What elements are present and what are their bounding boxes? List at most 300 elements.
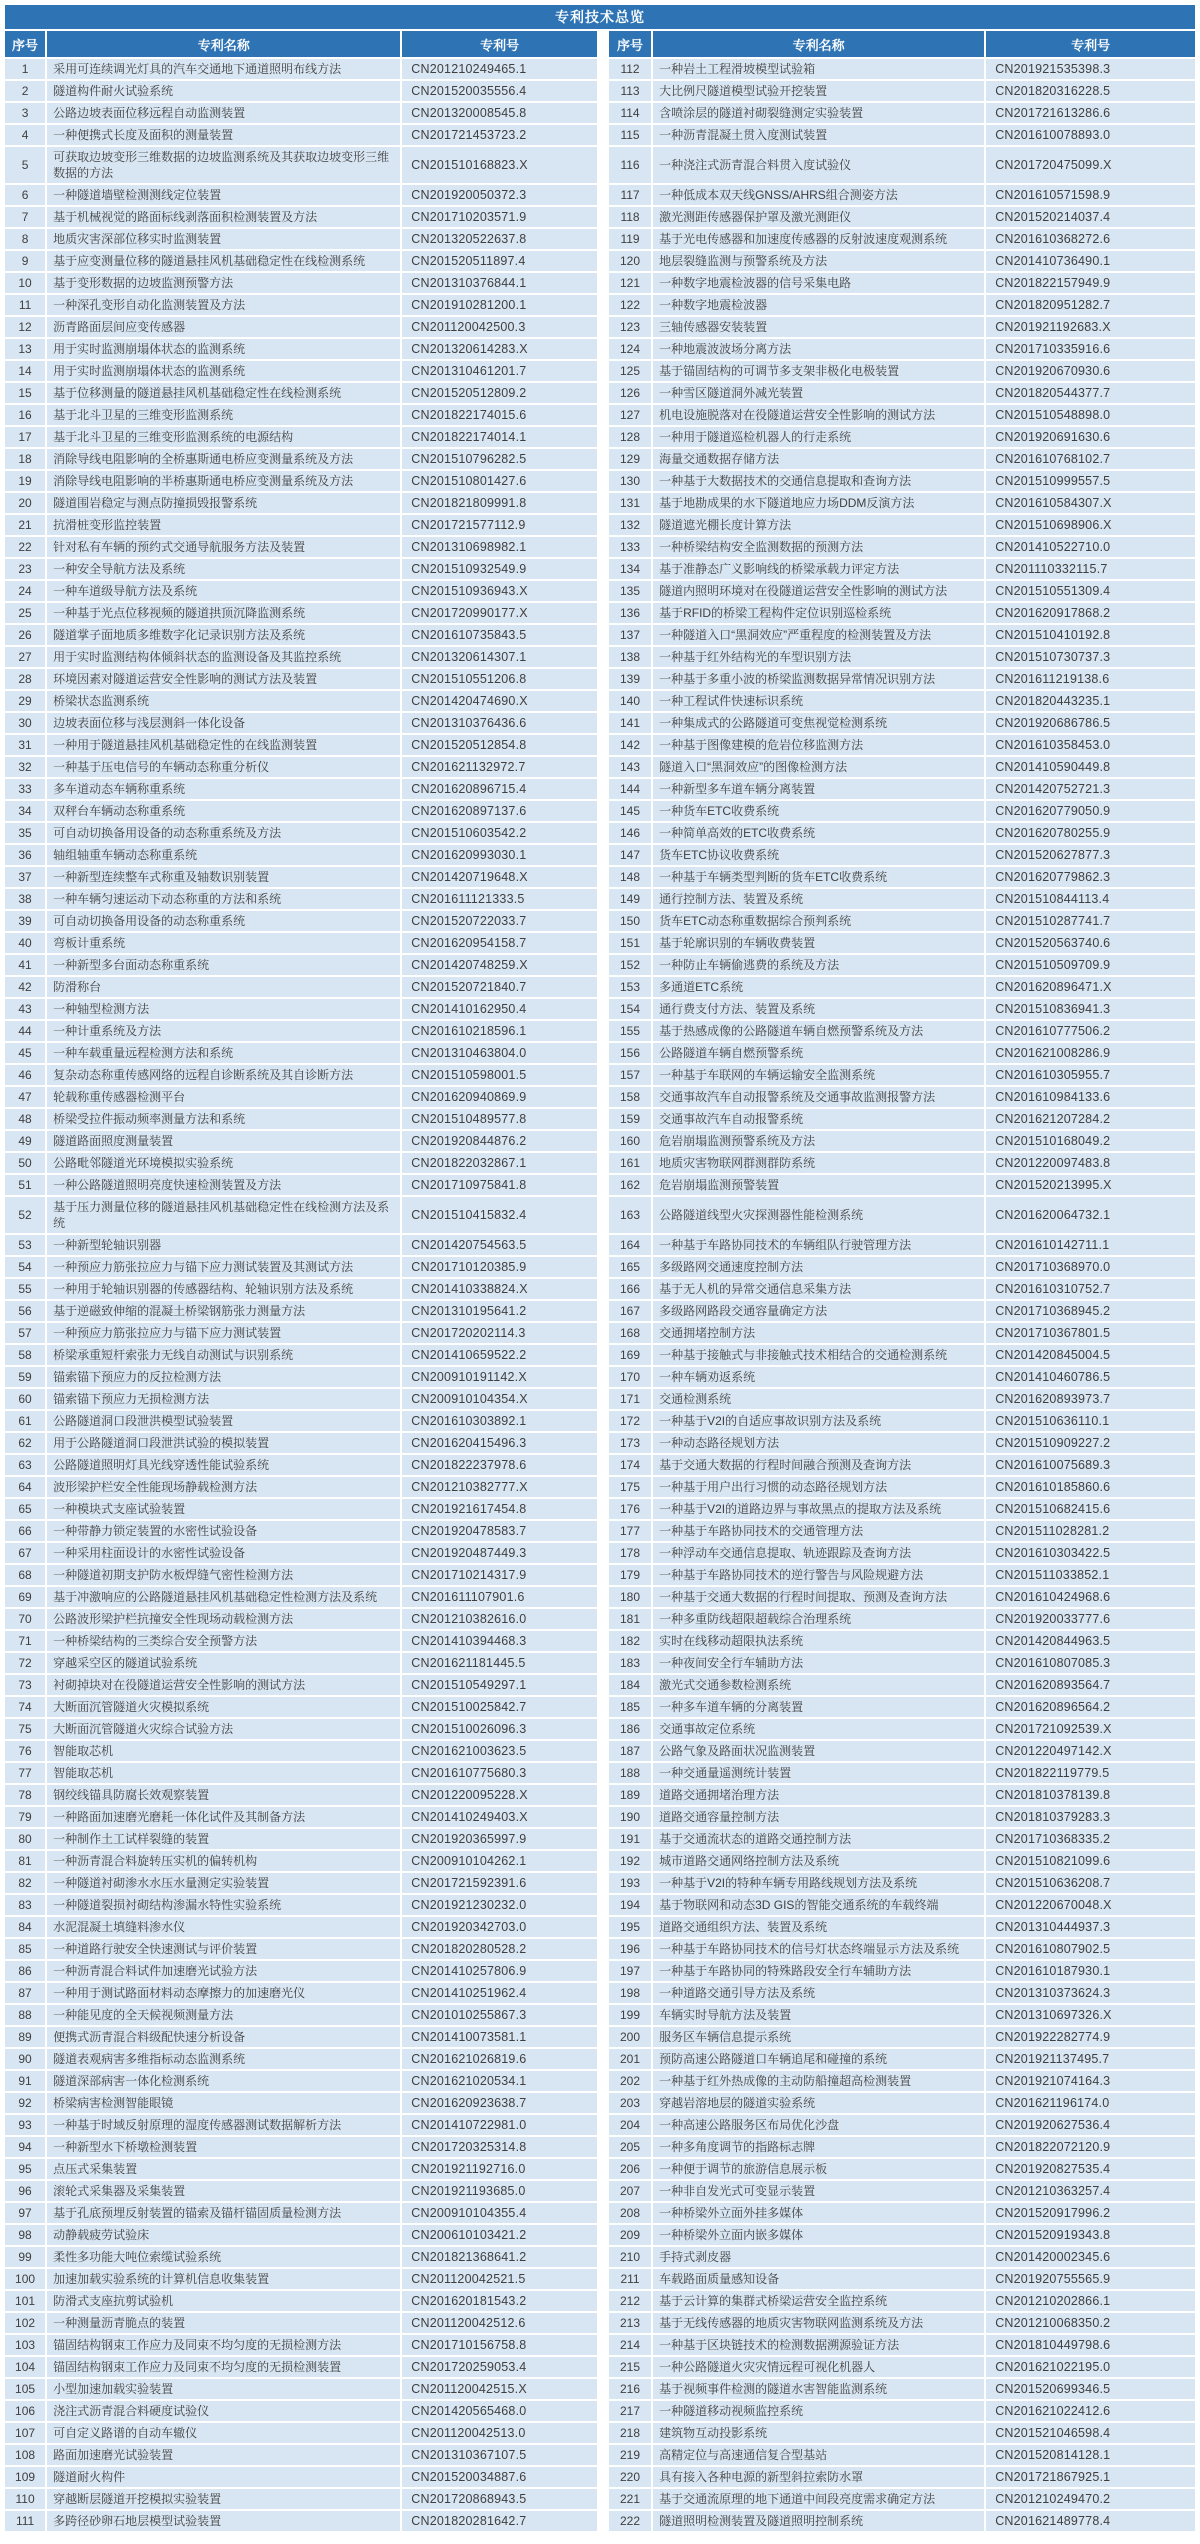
patent-number: CN201310367107.5: [402, 2445, 597, 2465]
patent-number: CN201721577112.9: [402, 515, 597, 535]
patent-number: CN201710975841.8: [402, 1175, 597, 1195]
patent-index: 36: [5, 845, 45, 865]
table-row: [5, 691, 1195, 711]
column-group-gap: [599, 1345, 607, 1365]
patent-name: 基于交通大数据的行程时间融合预测及查询方法: [653, 1455, 984, 1475]
patent-number: CN201220670048.X: [986, 1895, 1195, 1915]
table-row: [5, 625, 1195, 645]
patent-name: 一种基于车路协同技术的信号灯状态终端显示方法及系统: [653, 1939, 984, 1959]
patent-number: CN201210382616.0: [402, 1609, 597, 1629]
patent-number: CN201720325314.8: [402, 2137, 597, 2157]
column-group-gap: [599, 1131, 607, 1151]
patent-name: 双秤台车辆动态称重系统: [47, 801, 400, 821]
table-row: [5, 713, 1195, 733]
column-group-gap: [599, 1763, 607, 1783]
table-row: [5, 405, 1195, 425]
table-row: [5, 1257, 1195, 1277]
patent-name: 锚固结构钢束工作应力及同束不均匀度的无损检测方法: [47, 2335, 400, 2355]
patent-number: CN201720475099.X: [986, 147, 1195, 183]
patent-name: 一种基于大数据技术的交通信息提取和查询方法: [653, 471, 984, 491]
patent-name: 一种基于交通大数据的行程时间提取、预测及查询方法: [653, 1587, 984, 1607]
patent-name: 一种桥梁外立面内嵌多媒体: [653, 2225, 984, 2245]
patent-name: 公路毗邻隧道光环境模拟实验系统: [47, 1153, 400, 1173]
patent-name: 桥梁承重短杆索张力无线自动测试与识别系统: [47, 1345, 400, 1365]
table-row: [5, 867, 1195, 887]
patent-number: CN201210202866.1: [986, 2291, 1195, 2311]
patent-number: CN201720990177.X: [402, 603, 597, 623]
patent-index: 216: [609, 2379, 651, 2399]
patent-name: 一种基于图像建模的危岩位移监测方法: [653, 735, 984, 755]
patent-number: CN201921230232.0: [402, 1895, 597, 1915]
patent-index: 211: [609, 2269, 651, 2289]
patent-number: CN201710120385.9: [402, 1257, 597, 1277]
column-group-gap: [599, 383, 607, 403]
patent-number: CN201510821099.6: [986, 1851, 1195, 1871]
patent-index: 150: [609, 911, 651, 931]
table-row: [5, 977, 1195, 997]
patent-index: 147: [609, 845, 651, 865]
patent-index: 141: [609, 713, 651, 733]
table-row: [5, 1477, 1195, 1497]
patent-number: CN201510844113.4: [986, 889, 1195, 909]
patent-index: 96: [5, 2181, 45, 2201]
patent-index: 56: [5, 1301, 45, 1321]
patent-index: 181: [609, 1609, 651, 1629]
patent-index: 80: [5, 1829, 45, 1849]
patent-index: 148: [609, 867, 651, 887]
table-row: [5, 1587, 1195, 1607]
patent-name: 用于实时监测崩塌体状态的监测系统: [47, 361, 400, 381]
patent-name: 地质灾害物联网群测群防系统: [653, 1153, 984, 1173]
patent-number: CN201420474690.X: [402, 691, 597, 711]
patent-index: 165: [609, 1257, 651, 1277]
table-row: [5, 955, 1195, 975]
patent-number: CN201610807085.3: [986, 1653, 1195, 1673]
column-group-gap: [599, 1021, 607, 1041]
patent-number: CN201520213995.X: [986, 1175, 1195, 1195]
patent-name: 采用可连续调光灯具的汽车交通地下通道照明布线方法: [47, 59, 400, 79]
column-group-gap: [599, 1653, 607, 1673]
patent-number: CN201621020534.1: [402, 2071, 597, 2091]
table-row: [5, 81, 1195, 101]
patent-number: CN201510730737.3: [986, 647, 1195, 667]
patent-name: 小型加速加载实验装置: [47, 2379, 400, 2399]
patent-number: CN201620893973.7: [986, 1389, 1195, 1409]
patent-number: CN201710156758.8: [402, 2335, 597, 2355]
column-group-gap: [599, 1543, 607, 1563]
patent-name: 一种路面加速磨光磨耗一体化试件及其制备方法: [47, 1807, 400, 1827]
column-group-gap: [599, 1851, 607, 1871]
patent-number: CN201810379283.3: [986, 1807, 1195, 1827]
column-group-gap: [599, 2445, 607, 2465]
table-row: [5, 779, 1195, 799]
table-row: [5, 1961, 1195, 1981]
patent-index: 128: [609, 427, 651, 447]
patent-name: 一种采用柱面设计的水密性试验设备: [47, 1543, 400, 1563]
patent-index: 1: [5, 59, 45, 79]
patent-number: CN201610735843.5: [402, 625, 597, 645]
patent-name: 一种基于红外热成像的主动防船撞超高检测装置: [653, 2071, 984, 2091]
patent-number: CN201520214037.4: [986, 207, 1195, 227]
patent-index: 144: [609, 779, 651, 799]
patent-number: CN201520919343.8: [986, 2225, 1195, 2245]
patent-number: CN201410251962.4: [402, 1983, 597, 2003]
column-group-gap: [599, 2401, 607, 2421]
column-group-gap: [599, 867, 607, 887]
patent-number: CN201120042512.6: [402, 2313, 597, 2333]
patent-name: 一种便于调节的旅游信息展示板: [653, 2159, 984, 2179]
table-row: [5, 1631, 1195, 1651]
patent-name: 浇注式沥青混合料硬度试验仪: [47, 2401, 400, 2421]
patent-name: 基于位移测量的隧道悬挂风机基础稳定性在线检测系统: [47, 383, 400, 403]
patent-name: 隧道表观病害多维指标动态监测系统: [47, 2049, 400, 2069]
table-row: [5, 801, 1195, 821]
patent-name: 道路交通容量控制方法: [653, 1807, 984, 1827]
patent-number: CN201921535398.3: [986, 59, 1195, 79]
table-row: [5, 2005, 1195, 2025]
patent-name: 钢绞线锚具防腐长效观察装置: [47, 1785, 400, 1805]
patent-number: CN201310461201.7: [402, 361, 597, 381]
patent-name: 一种基于车路协同技术的交通管理方法: [653, 1521, 984, 1541]
column-group-gap: [599, 2357, 607, 2377]
patent-number: CN201510796282.5: [402, 449, 597, 469]
patent-name: 水泥混凝土填缝料渗水仪: [47, 1917, 400, 1937]
patent-number: CN201721592391.6: [402, 1873, 597, 1893]
column-group-gap: [599, 823, 607, 843]
patent-name: 复杂动态称重传感网络的远程自诊断系统及其自诊断方法: [47, 1065, 400, 1085]
patent-number: CN201010255867.3: [402, 2005, 597, 2025]
patent-index: 81: [5, 1851, 45, 1871]
patent-number: CN201611219138.6: [986, 669, 1195, 689]
patent-index: 76: [5, 1741, 45, 1761]
patent-index: 209: [609, 2225, 651, 2245]
patent-index: 67: [5, 1543, 45, 1563]
patent-index: 30: [5, 713, 45, 733]
column-group-gap: [599, 361, 607, 381]
patent-number: CN201410460786.5: [986, 1367, 1195, 1387]
column-group-gap: [599, 1279, 607, 1299]
table-row: [5, 251, 1195, 271]
patent-index: 192: [609, 1851, 651, 1871]
patent-index: 3: [5, 103, 45, 123]
patent-index: 65: [5, 1499, 45, 1519]
patent-name: 柔性多功能大吨位索缆试验系统: [47, 2247, 400, 2267]
table-row: [5, 1411, 1195, 1431]
column-group-gap: [599, 559, 607, 579]
column-group-gap: [599, 1109, 607, 1129]
patent-name: 隧道构件耐火试验系统: [47, 81, 400, 101]
patent-index: 31: [5, 735, 45, 755]
table-row: [5, 1807, 1195, 1827]
patent-name: 一种用于隧道悬挂风机基础稳定性的在线监测装置: [47, 735, 400, 755]
patent-index: 126: [609, 383, 651, 403]
patent-number: CN201922282774.9: [986, 2027, 1195, 2047]
patent-table-body: [5, 59, 1195, 2531]
table-row: [5, 1917, 1195, 1937]
patent-index: 60: [5, 1389, 45, 1409]
table-row: [5, 1675, 1195, 1695]
patent-number: CN201920691630.6: [986, 427, 1195, 447]
column-group-gap: [599, 2489, 607, 2509]
column-group-gap: [599, 1631, 607, 1651]
patent-number: CN201820544377.7: [986, 383, 1195, 403]
patent-index: 120: [609, 251, 651, 271]
table-row: [5, 2467, 1195, 2487]
patent-index: 27: [5, 647, 45, 667]
col-header-number-left: 专利号: [402, 31, 597, 57]
patent-index: 95: [5, 2159, 45, 2179]
patent-number: CN201620896715.4: [402, 779, 597, 799]
patent-name: 锚固结构钢束工作应力及同束不均匀度的无损检测装置: [47, 2357, 400, 2377]
table-row: [5, 559, 1195, 579]
patent-name: 一种桥梁外立面外挂多媒体: [653, 2203, 984, 2223]
patent-name: 公路隧道线型火灾探测器性能检测系统: [653, 1197, 984, 1233]
column-group-gap: [599, 2467, 607, 2487]
patent-number: CN201710203571.9: [402, 207, 597, 227]
patent-index: 104: [5, 2357, 45, 2377]
table-row: [5, 1153, 1195, 1173]
patent-number: CN201920844876.2: [402, 1131, 597, 1151]
patent-index: 75: [5, 1719, 45, 1739]
patent-number: CN201820951282.7: [986, 295, 1195, 315]
patent-name: 公路波形梁护栏抗撞安全性现场动载检测方法: [47, 1609, 400, 1629]
patent-index: 100: [5, 2269, 45, 2289]
patent-number: CN201210068350.2: [986, 2313, 1195, 2333]
patent-index: 176: [609, 1499, 651, 1519]
table-row: [5, 1565, 1195, 1585]
patent-index: 77: [5, 1763, 45, 1783]
patent-name: 危岩崩塌监测预警装置: [653, 1175, 984, 1195]
patent-name: 基于物联网和动态3D GIS的智能交通系统的车载终端: [653, 1895, 984, 1915]
patent-index: 188: [609, 1763, 651, 1783]
patent-number: CN201510168823.X: [402, 147, 597, 183]
patent-index: 174: [609, 1455, 651, 1475]
patent-index: 151: [609, 933, 651, 953]
patent-number: CN201621026819.6: [402, 2049, 597, 2069]
col-header-name-right: 专利名称: [653, 31, 984, 57]
table-row: [5, 2269, 1195, 2289]
patent-index: 2: [5, 81, 45, 101]
column-group-gap: [599, 31, 607, 57]
table-row: [5, 2511, 1195, 2531]
patent-name: 一种沥青混合料试件加速磨光试验方法: [47, 1961, 400, 1981]
patent-name: 一种多角度调节的指路标志牌: [653, 2137, 984, 2157]
patent-number: CN201920487449.3: [402, 1543, 597, 1563]
patent-name: 穿越采空区的隧道试验系统: [47, 1653, 400, 1673]
patent-name: 货车ETC协议收费系统: [653, 845, 984, 865]
patent-name: 基于北斗卫星的三维变形监测系统的电源结构: [47, 427, 400, 447]
table-row: [5, 1939, 1195, 1959]
patent-number: CN201511028281.2: [986, 1521, 1195, 1541]
patent-number: CN201620896471.X: [986, 977, 1195, 997]
patent-name: 地质灾害深部位移实时监测装置: [47, 229, 400, 249]
patent-name: 一种公路隧道火灾灾情远程可视化机器人: [653, 2357, 984, 2377]
patent-name: 一种隧道衬砌渗水水压水量测定实验装置: [47, 1873, 400, 1893]
patent-index: 220: [609, 2467, 651, 2487]
column-group-gap: [599, 779, 607, 799]
table-row: [5, 59, 1195, 79]
patent-number: CN201510168049.2: [986, 1131, 1195, 1151]
patent-name: 一种道路交通引导方法及系统: [653, 1983, 984, 2003]
patent-index: 156: [609, 1043, 651, 1063]
patent-name: 一种基于光点位移视频的隧道拱顶沉降监测系统: [47, 603, 400, 623]
column-group-gap: [599, 1807, 607, 1827]
patent-name: 一种基于区块链技术的检测数据溯源验证方法: [653, 2335, 984, 2355]
patent-index: 207: [609, 2181, 651, 2201]
patent-name: 基于孔底预埋反射装置的锚索及锚杆锚固质量检测方法: [47, 2203, 400, 2223]
patent-name: 一种预应力筋张拉应力与锚下应力测试装置: [47, 1323, 400, 1343]
patent-number: CN201720259053.4: [402, 2357, 597, 2377]
patent-index: 20: [5, 493, 45, 513]
patent-name: 智能取芯机: [47, 1763, 400, 1783]
patent-number: CN201520722033.7: [402, 911, 597, 931]
patent-name: 激光测距传感器保护罩及激光测距仪: [653, 207, 984, 227]
patent-name: 基于变形数据的边坡监测预警方法: [47, 273, 400, 293]
patent-name: 手持式剥皮器: [653, 2247, 984, 2267]
patent-number: CN201210382777.X: [402, 1477, 597, 1497]
column-group-gap: [599, 2093, 607, 2113]
table-row: [5, 147, 1195, 183]
patent-name: 一种基于V2I的道路边界与事故黑点的提取方法及系统: [653, 1499, 984, 1519]
table-row: [5, 2027, 1195, 2047]
column-group-gap: [599, 2313, 607, 2333]
patent-index: 214: [609, 2335, 651, 2355]
patent-name: 一种货车ETC收费系统: [653, 801, 984, 821]
patent-index: 50: [5, 1153, 45, 1173]
patent-number: CN201510410192.8: [986, 625, 1195, 645]
patent-index: 14: [5, 361, 45, 381]
patent-number: CN201620940869.9: [402, 1087, 597, 1107]
patent-name: 防滑式支座抗剪试验机: [47, 2291, 400, 2311]
column-group-gap: [599, 147, 607, 183]
patent-name: 一种桥梁结构安全监测数据的预测方法: [653, 537, 984, 557]
patent-number: CN201420719648.X: [402, 867, 597, 887]
patent-index: 40: [5, 933, 45, 953]
patent-index: 122: [609, 295, 651, 315]
patent-name: 交通拥堵控制方法: [653, 1323, 984, 1343]
column-group-gap: [599, 2203, 607, 2223]
column-group-gap: [599, 317, 607, 337]
column-group-gap: [599, 757, 607, 777]
patent-number: CN201820281642.7: [402, 2511, 597, 2531]
patent-name: 一种制作土工试样裂缝的装置: [47, 1829, 400, 1849]
column-group-gap: [599, 1323, 607, 1343]
column-group-gap: [599, 2005, 607, 2025]
patent-index: 61: [5, 1411, 45, 1431]
patent-index: 217: [609, 2401, 651, 2421]
table-row: [5, 735, 1195, 755]
patent-number: CN201420754563.5: [402, 1235, 597, 1255]
patent-index: 182: [609, 1631, 651, 1651]
column-group-gap: [599, 933, 607, 953]
table-row: [5, 2049, 1195, 2069]
patent-name: 可获取边坡变形三维数据的边坡监测系统及其获取边坡变形三维数据的方法: [47, 147, 400, 183]
patent-number: CN201410338824.X: [402, 1279, 597, 1299]
patent-name: 路面加速磨光试验装置: [47, 2445, 400, 2465]
patent-name: 一种夜间安全行车辅助方法: [653, 1653, 984, 1673]
patent-index: 108: [5, 2445, 45, 2465]
patent-index: 185: [609, 1697, 651, 1717]
patent-name: 多通道ETC系统: [653, 977, 984, 997]
patent-index: 55: [5, 1279, 45, 1299]
patent-number: CN201520563740.6: [986, 933, 1195, 953]
patent-name: 城市道路交通网络控制方法及系统: [653, 1851, 984, 1871]
patent-number: CN201120042521.5: [402, 2269, 597, 2289]
patent-name: 大断面沉管隧道火灾综合试验方法: [47, 1719, 400, 1739]
patent-number: CN201510415832.4: [402, 1197, 597, 1233]
column-group-gap: [599, 1675, 607, 1695]
column-group-gap: [599, 1043, 607, 1063]
patent-index: 142: [609, 735, 651, 755]
table-row: [5, 1065, 1195, 1085]
patent-index: 129: [609, 449, 651, 469]
table-row: [5, 1653, 1195, 1673]
patent-number: CN201822174014.1: [402, 427, 597, 447]
column-group-gap: [599, 2225, 607, 2245]
patent-index: 94: [5, 2137, 45, 2157]
table-row: [5, 295, 1195, 315]
column-group-gap: [599, 911, 607, 931]
patent-name: 一种防止车辆偷逃费的系统及方法: [653, 955, 984, 975]
patent-index: 173: [609, 1433, 651, 1453]
patent-name: 一种高速公路服务区布局优化沙盘: [653, 2115, 984, 2135]
table-row: [5, 1279, 1195, 1299]
patent-name: 交通事故定位系统: [653, 1719, 984, 1739]
patent-index: 164: [609, 1235, 651, 1255]
patent-name: 一种桥梁结构的三类综合安全预警方法: [47, 1631, 400, 1651]
patent-number: CN201220497142.X: [986, 1741, 1195, 1761]
patent-index: 88: [5, 2005, 45, 2025]
patent-name: 基于视频事件检测的隧道水害智能监测系统: [653, 2379, 984, 2399]
patent-name: 动静载疲劳试验床: [47, 2225, 400, 2245]
table-row: [5, 1043, 1195, 1063]
column-group-gap: [599, 1477, 607, 1497]
patent-name: 抗滑桩变形监控装置: [47, 515, 400, 535]
patent-index: 91: [5, 2071, 45, 2091]
column-group-gap: [599, 185, 607, 205]
patent-name: 隧道耐火构件: [47, 2467, 400, 2487]
patent-index: 140: [609, 691, 651, 711]
patent-number: CN201520814128.1: [986, 2445, 1195, 2465]
table-row: [5, 427, 1195, 447]
patent-name: 可自定义路谱的自动车辙仪: [47, 2423, 400, 2443]
patent-number: CN201621489778.4: [986, 2511, 1195, 2531]
table-row: [5, 999, 1195, 1019]
table-row: [5, 1719, 1195, 1739]
patent-index: 41: [5, 955, 45, 975]
table-row: [5, 2401, 1195, 2421]
column-group-gap: [599, 2247, 607, 2267]
patent-number: CN201720202114.3: [402, 1323, 597, 1343]
patent-number: CN201610807902.5: [986, 1939, 1195, 1959]
patent-name: 危岩崩塌监测预警系统及方法: [653, 1131, 984, 1151]
patent-index: 169: [609, 1345, 651, 1365]
patent-number: CN201410659522.2: [402, 1345, 597, 1365]
patent-number: CN201320614307.1: [402, 647, 597, 667]
patent-number: CN201511033852.1: [986, 1565, 1195, 1585]
patent-number: CN201920365997.9: [402, 1829, 597, 1849]
table-row: [5, 603, 1195, 623]
patent-index: 48: [5, 1109, 45, 1129]
patent-index: 25: [5, 603, 45, 623]
patent-name: 高精定位与高速通信复合型基站: [653, 2445, 984, 2465]
patent-index: 107: [5, 2423, 45, 2443]
patent-name: 一种非自发光式可变显示装置: [653, 2181, 984, 2201]
patent-number: CN201510598001.5: [402, 1065, 597, 1085]
column-group-gap: [599, 1609, 607, 1629]
table-row: [5, 229, 1195, 249]
patent-name: 一种工程试件快速标识系统: [653, 691, 984, 711]
